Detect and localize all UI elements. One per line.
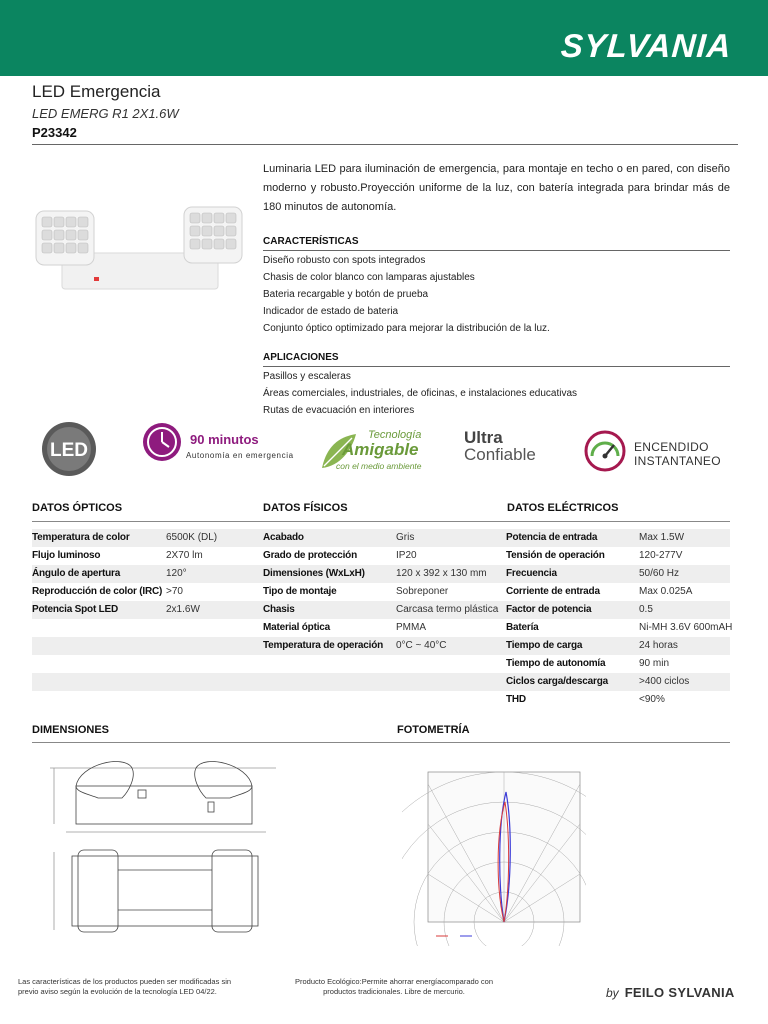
table-row	[32, 691, 730, 709]
spec-key: Batería	[506, 622, 539, 633]
spec-value: <90%	[639, 694, 665, 705]
eco-line3: con el medio ambiente	[336, 461, 422, 471]
product-description: Luminaria LED para iluminación de emergencia, para montaje en techo o en pared, con diseño moderno y robusto.Proyección uniforme de la luz, con batería integrada para brindar más de 180 minutos de autonomía.	[263, 163, 730, 213]
spec-key: Tensión de operación	[506, 550, 605, 561]
spec-value: 120 x 392 x 130 mm	[396, 568, 487, 579]
dimensiones-heading: DIMENSIONES	[32, 724, 110, 736]
spec-key: Ángulo de apertura	[32, 568, 121, 579]
spec-value: Max 0.025A	[639, 586, 693, 597]
spec-key: Reproducción de color (IRC)	[32, 586, 163, 597]
feature-icons-row	[0, 418, 768, 484]
fisicos-heading: DATOS FÍSICOS	[263, 502, 348, 514]
dimension-drawing	[36, 750, 280, 940]
list-item: Rutas de evacuación en interiores	[263, 405, 415, 416]
spec-value: Max 1.5W	[639, 532, 685, 543]
spec-key: Tiempo de autonomía	[506, 658, 606, 669]
caracteristicas-list	[263, 252, 730, 337]
footer-eco-note: Producto Ecológico:Permite ahorrar energíacomparado con productos tradicionales. Libre de mercurio.	[294, 977, 494, 996]
aplicaciones-heading: APLICACIONES	[263, 352, 730, 367]
opticos-heading: DATOS ÓPTICOS	[32, 502, 123, 514]
spec-value: Carcasa termo plástica	[396, 604, 499, 615]
spec-key: Grado de protección	[263, 550, 357, 561]
spec-value: Sobreponer	[396, 586, 449, 597]
spec-value: 2X70 lm	[166, 550, 203, 561]
spec-key: Chasis	[263, 604, 295, 615]
section-divider	[32, 742, 730, 743]
table-row	[32, 565, 730, 583]
ultra-line1: Ultra	[464, 428, 503, 447]
table-row	[32, 583, 730, 601]
table-row	[32, 601, 730, 619]
product-code: P23342	[32, 125, 738, 145]
spec-key: Frecuencia	[506, 568, 557, 579]
footer-company: FEILO SYLVANIA	[624, 985, 735, 1000]
electricos-heading: DATOS ELÉCTRICOS	[507, 502, 619, 514]
spec-key: THD	[506, 694, 526, 705]
spec-key: Material óptica	[263, 622, 331, 633]
spec-value: >400 ciclos	[639, 676, 690, 687]
table-row	[32, 655, 730, 673]
list-item: Áreas comerciales, industriales, de oficinas, e instalaciones educativas	[263, 388, 578, 399]
spec-value: 120°	[166, 568, 187, 579]
product-photo	[34, 205, 246, 293]
spec-value: 50/60 Hz	[639, 568, 680, 579]
speedometer-icon	[584, 430, 626, 472]
footer-by: by	[606, 986, 619, 1000]
table-row	[32, 637, 730, 655]
spec-value: PMMA	[396, 622, 426, 633]
spec-value: >70	[166, 586, 183, 597]
spec-key: Potencia de entrada	[506, 532, 598, 543]
spec-key: Flujo luminoso	[32, 550, 101, 561]
table-row	[32, 673, 730, 691]
list-item: Indicador de estado de bateria	[263, 306, 399, 317]
spec-key: Tiempo de carga	[506, 640, 583, 651]
caracteristicas-heading: CARACTERÍSTICAS	[263, 236, 730, 251]
list-item: Chasis de color blanco con lamparas ajustables	[263, 272, 475, 283]
brand-logo: SYLVANIA	[560, 27, 734, 64]
spec-value: 120-277V	[639, 550, 683, 561]
footer-brand	[606, 985, 735, 1000]
spec-key: Corriente de entrada	[506, 586, 600, 597]
spec-value: Ni-MH 3.6V 600mAH	[639, 622, 733, 633]
header-band	[0, 0, 768, 76]
list-item: Conjunto óptico optimizado para mejorar la distribución de la luz.	[263, 323, 550, 334]
product-title-block	[32, 80, 738, 145]
instant-line1: ENCENDIDO	[634, 440, 709, 454]
led-icon-label: LED	[50, 440, 88, 461]
data-tables-header	[32, 496, 730, 522]
product-subtitle: LED EMERG R1 2X1.6W	[32, 106, 179, 121]
spec-value: 0°C ~ 40°C	[396, 640, 447, 651]
led-icon	[40, 420, 98, 478]
eco-line1: Tecnología	[368, 429, 422, 441]
table-row	[32, 547, 730, 565]
spec-key: Factor de potencia	[506, 604, 592, 615]
photometry-chart	[402, 764, 586, 946]
instant-line2: INSTANTANEO	[634, 454, 721, 468]
list-item: Diseño robusto con spots integrados	[263, 255, 426, 266]
footer-disclaimer: Las características de los productos pueden ser modificadas sin previo aviso según la evolución de la tecnología LED 04/22.	[18, 977, 232, 996]
spec-value: 2x1.6W	[166, 604, 200, 615]
spec-value: 0.5	[639, 604, 653, 615]
spec-key: Dimensiones (WxLxH)	[263, 568, 365, 579]
fotometria-heading: FOTOMETRÍA	[397, 724, 470, 736]
spec-value: Gris	[396, 532, 415, 543]
table-row	[32, 529, 730, 547]
eco-line2: Amigable	[342, 440, 419, 459]
aplicaciones-list	[263, 368, 730, 419]
product-title: LED Emergencia	[32, 82, 161, 101]
spec-key: Acabado	[263, 532, 304, 543]
list-item: Pasillos y escaleras	[263, 371, 351, 382]
spec-key: Ciclos carga/descarga	[506, 676, 608, 687]
spec-key: Temperatura de color	[32, 532, 130, 543]
list-item: Bateria recargable y botón de prueba	[263, 289, 429, 300]
spec-value: 6500K (DL)	[166, 532, 218, 543]
clock-caption: Autonomía en emergencia	[186, 451, 294, 460]
table-row	[32, 619, 733, 637]
clock-icon	[142, 420, 182, 470]
spec-value: IP20	[396, 550, 417, 561]
ultra-line2: Confiable	[464, 445, 536, 464]
spec-key: Tipo de montaje	[263, 586, 337, 597]
spec-key: Potencia Spot LED	[32, 604, 119, 615]
spec-value: 90 min	[639, 658, 670, 669]
spec-value: 24 horas	[639, 640, 678, 651]
clock-title: 90 minutos	[190, 432, 259, 447]
spec-key: Temperatura de operación	[263, 640, 384, 651]
